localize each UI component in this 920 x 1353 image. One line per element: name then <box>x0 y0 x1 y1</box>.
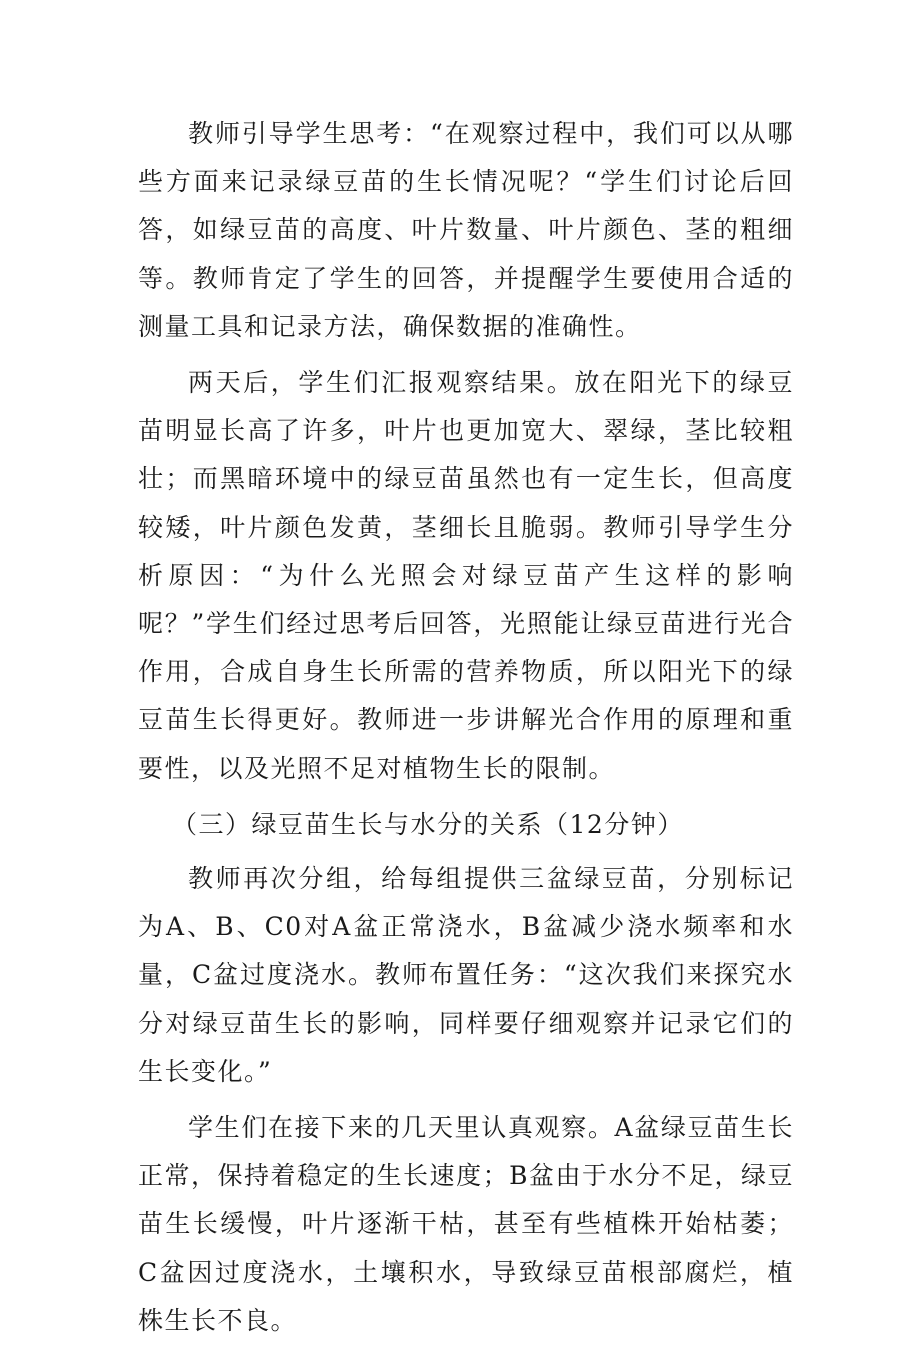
paragraph-teacher-guidance: 教师引导学生思考：“在观察过程中，我们可以从哪些方面来记录绿豆苗的生长情况呢？“学生们讨论后回答，如绿豆苗的高度、叶片数量、叶片颜色、茎的粗细等。教师肯定了学生的回答，并提醒学生要使用合适的测量工具和记录方法，确保数据的准确性。 <box>138 119 794 341</box>
document-body <box>138 110 794 1353</box>
section-heading: （三）绿豆苗生长与水分的关系（12分钟） <box>172 809 684 839</box>
paragraph-observation-results: 两天后，学生们汇报观察结果。放在阳光下的绿豆苗明显长高了许多，叶片也更加宽大、翠绿，茎比较粗壮；而黑暗环境中的绿豆苗虽然也有一定生长，但高度较矮，叶片颜色发黄，茎细长且脆弱。教师引导学生分析原因：“为什么光照会对绿豆苗产生这样的影响呢？”学生们经过思考后回答，光照能让绿豆苗进行光合作用，合成自身生长所需的营养物质，所以阳光下的绿豆苗生长得更好。教师进一步讲解光合作用的原理和重要性，以及光照不足对植物生长的限制。 <box>138 368 794 783</box>
paragraph-water-observation: 学生们在接下来的几天里认真观察。A盆绿豆苗生长正常，保持着稳定的生长速度；B盆由于水分不足，绿豆苗生长缓慢，叶片逐渐干枯，甚至有些植株开始枯萎；C盆因过度浇水，土壤积水，导致绿豆苗根部腐烂，植株生长不良。 <box>138 1113 794 1335</box>
paragraph-water-grouping: 教师再次分组，给每组提供三盆绿豆苗，分别标记为A、B、C0对A盆正常浇水，B盆减少浇水频率和水量，C盆过度浇水。教师布置任务：“这次我们来探究水分对绿豆苗生长的影响，同样要仔细观察并记录它们的生长变化。” <box>138 864 794 1086</box>
